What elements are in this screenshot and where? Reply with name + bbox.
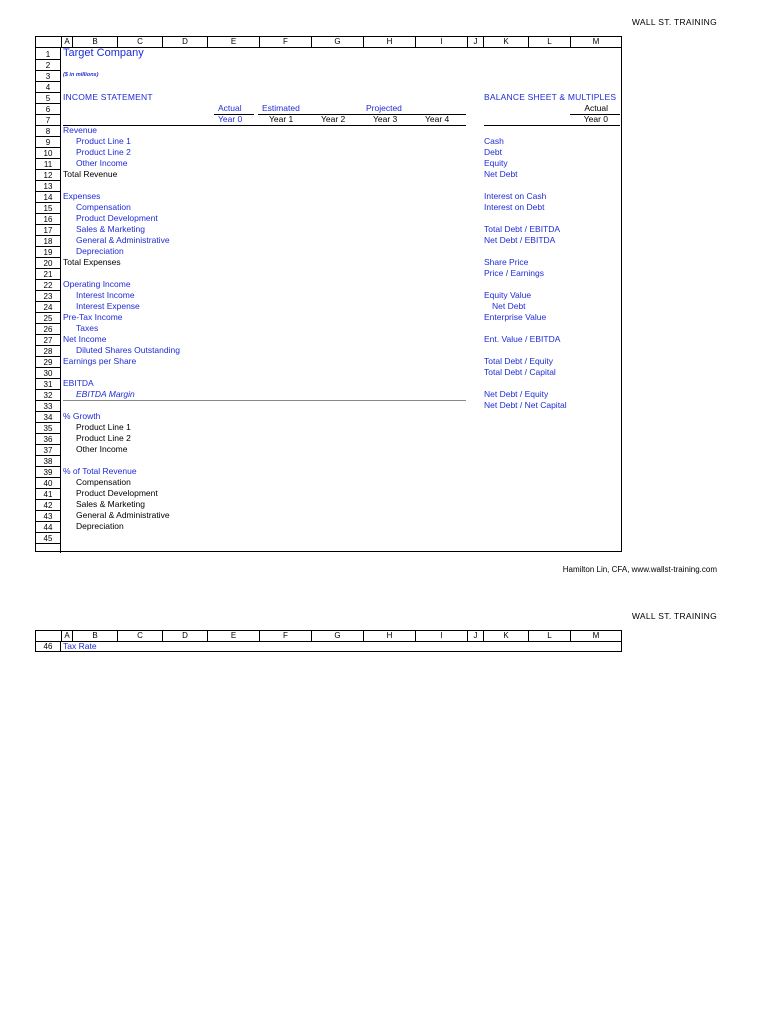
net-debt-equity-label[interactable]: Net Debt / Equity	[484, 389, 549, 399]
page-footer-credit: Hamilton Lin, CFA, www.wallst-training.com	[562, 565, 717, 574]
row-number-10[interactable]: 10	[36, 148, 61, 159]
taxes-label[interactable]: Taxes	[76, 323, 99, 333]
interest-income-label[interactable]: Interest Income	[76, 290, 135, 300]
row-number-34[interactable]: 34	[36, 412, 61, 423]
p2-col-header-j[interactable]: J	[467, 631, 483, 641]
p2-col-header-m[interactable]: M	[570, 631, 621, 641]
product-line-1-label[interactable]: Product Line 1	[76, 136, 131, 146]
row-number-41[interactable]: 41	[36, 489, 61, 500]
col-header-a[interactable]: A	[61, 37, 72, 47]
p2-col-header-a[interactable]: A	[61, 631, 72, 641]
net-debt-ebitda-label[interactable]: Net Debt / EBITDA	[484, 235, 556, 245]
eps-label[interactable]: Earnings per Share	[63, 356, 137, 366]
row-number-15[interactable]: 15	[36, 203, 61, 214]
pct-sales-marketing[interactable]: Sales & Marketing	[76, 499, 145, 509]
bs-hdr-actual[interactable]: Actual	[584, 103, 608, 113]
row-number-27[interactable]: 27	[36, 335, 61, 346]
row-number-44[interactable]: 44	[36, 522, 61, 533]
product-line-2-label[interactable]: Product Line 2	[76, 147, 131, 157]
debt-label[interactable]: Debt	[484, 147, 502, 157]
equity-value-label[interactable]: Equity Value	[484, 290, 532, 300]
income-statement-heading[interactable]: INCOME STATEMENT	[63, 92, 153, 102]
total-revenue-label[interactable]: Total Revenue	[63, 169, 118, 179]
year-row-rule	[63, 125, 466, 126]
p2-col-header-f[interactable]: F	[259, 631, 311, 641]
row-area	[36, 48, 621, 553]
total-debt-ebitda-label[interactable]: Total Debt / EBITDA	[484, 224, 561, 234]
row-number-8[interactable]: 8	[36, 126, 61, 137]
row-number-7[interactable]: 7	[36, 115, 61, 126]
year-0-label[interactable]: Year 0	[218, 114, 243, 124]
col-header-d[interactable]: D	[162, 37, 207, 47]
page-2-column-header-row	[36, 631, 621, 642]
hdr-estimated[interactable]: Estimated	[262, 103, 300, 113]
col-header-f[interactable]: F	[259, 37, 311, 47]
p2-col-header-i[interactable]: I	[415, 631, 467, 641]
row-number-46[interactable]: 46	[36, 642, 61, 652]
p2-col-header-l[interactable]: L	[528, 631, 570, 641]
row-number-5[interactable]: 5	[36, 93, 61, 104]
row-number-31[interactable]: 31	[36, 379, 61, 390]
row-number-36[interactable]: 36	[36, 434, 61, 445]
p2-col-header-g[interactable]: G	[311, 631, 363, 641]
row-number-11[interactable]: 11	[36, 159, 61, 170]
col-header-l[interactable]: L	[528, 37, 570, 47]
equity-label[interactable]: Equity	[484, 158, 508, 168]
ebitda-margin-label[interactable]: EBITDA Margin	[76, 389, 135, 399]
growth-product-line-2[interactable]: Product Line 2	[76, 433, 131, 443]
p2-col-header-k[interactable]: K	[483, 631, 528, 641]
row-number-38[interactable]: 38	[36, 456, 61, 467]
row-number-13[interactable]: 13	[36, 181, 61, 192]
pct-compensation[interactable]: Compensation	[76, 477, 131, 487]
row-number-25[interactable]: 25	[36, 313, 61, 324]
col-header-k[interactable]: K	[483, 37, 528, 47]
p2-col-header-e[interactable]: E	[207, 631, 259, 641]
row-number-35[interactable]: 35	[36, 423, 61, 434]
col-header-b[interactable]: B	[72, 37, 117, 47]
growth-other-income[interactable]: Other Income	[76, 444, 128, 454]
other-income-label[interactable]: Other Income	[76, 158, 128, 168]
compensation-label[interactable]: Compensation	[76, 202, 131, 212]
interest-on-cash-label[interactable]: Interest on Cash	[484, 191, 547, 201]
p2-col-header-h[interactable]: H	[363, 631, 415, 641]
net-debt-label[interactable]: Net Debt	[484, 169, 518, 179]
bs-hdr-year-0[interactable]: Year 0	[583, 114, 608, 124]
row-number-3[interactable]: 3	[36, 71, 61, 82]
sales-marketing-label[interactable]: Sales & Marketing	[76, 224, 145, 234]
net-income-label[interactable]: Net Income	[63, 334, 107, 344]
p2-col-header-d[interactable]: D	[162, 631, 207, 641]
row-number-33[interactable]: 33	[36, 401, 61, 412]
row-number-29[interactable]: 29	[36, 357, 61, 368]
row-number-45[interactable]: 45	[36, 533, 61, 544]
corner-cell	[36, 37, 61, 47]
operating-income-label[interactable]: Operating Income	[63, 279, 131, 289]
row-number-43[interactable]: 43	[36, 511, 61, 522]
row-number-24[interactable]: 24	[36, 302, 61, 313]
year-3-label[interactable]: Year 3	[373, 114, 398, 124]
p2-col-header-c[interactable]: C	[117, 631, 162, 641]
row-number-23[interactable]: 23	[36, 291, 61, 302]
growth-label[interactable]: % Growth	[63, 411, 101, 421]
interest-expense-label[interactable]: Interest Expense	[76, 301, 140, 311]
col-header-e[interactable]: E	[207, 37, 259, 47]
bs-year-rule	[484, 125, 620, 126]
growth-product-line-1[interactable]: Product Line 1	[76, 422, 131, 432]
col-header-c[interactable]: C	[117, 37, 162, 47]
row-number-17[interactable]: 17	[36, 225, 61, 236]
row-number-42[interactable]: 42	[36, 500, 61, 511]
row-number-16[interactable]: 16	[36, 214, 61, 225]
row-number-32[interactable]: 32	[36, 390, 61, 401]
col-header-i[interactable]: I	[415, 37, 467, 47]
row-number-22[interactable]: 22	[36, 280, 61, 291]
col-header-j[interactable]: J	[467, 37, 483, 47]
pct-total-revenue-label[interactable]: % of Total Revenue	[63, 466, 137, 476]
balance-sheet-heading[interactable]: BALANCE SHEET & MULTIPLES	[484, 92, 617, 102]
price-earnings-label[interactable]: Price / Earnings	[484, 268, 544, 278]
row-number-20[interactable]: 20	[36, 258, 61, 269]
col-header-m[interactable]: M	[570, 37, 621, 47]
total-expenses-label[interactable]: Total Expenses	[63, 257, 121, 267]
row-number-6[interactable]: 6	[36, 104, 61, 115]
hdr-actual[interactable]: Actual	[218, 103, 242, 113]
row-number-1[interactable]: 1	[36, 49, 61, 60]
page-2-corner-cell	[36, 631, 61, 641]
depreciation-label[interactable]: Depreciation	[76, 246, 124, 256]
year-4-label[interactable]: Year 4	[425, 114, 450, 124]
general-admin-label[interactable]: General & Administrative	[76, 235, 170, 245]
year-2-label[interactable]: Year 2	[321, 114, 346, 124]
row-number-21[interactable]: 21	[36, 269, 61, 280]
pretax-income-label[interactable]: Pre-Tax Income	[63, 312, 123, 322]
pct-product-development[interactable]: Product Development	[76, 488, 158, 498]
row-number-30[interactable]: 30	[36, 368, 61, 379]
p2-col-header-b[interactable]: B	[72, 631, 117, 641]
row-number-12[interactable]: 12	[36, 170, 61, 181]
share-price-label[interactable]: Share Price	[484, 257, 529, 267]
enterprise-value-label[interactable]: Enterprise Value	[484, 312, 547, 322]
col-header-h[interactable]: H	[363, 37, 415, 47]
page-2-header-brand: WALL ST. TRAINING	[631, 611, 717, 621]
total-debt-equity-label[interactable]: Total Debt / Equity	[484, 356, 553, 366]
row-number-26[interactable]: 26	[36, 324, 61, 335]
net-debt-net-capital-label[interactable]: Net Debt / Net Capital	[484, 400, 567, 410]
spreadsheet-page-2	[35, 630, 622, 652]
row-number-28[interactable]: 28	[36, 346, 61, 357]
spreadsheet-page-1	[35, 36, 622, 552]
row-number-2[interactable]: 2	[36, 60, 61, 71]
ev-ebitda-label[interactable]: Ent. Value / EBITDA	[484, 334, 561, 344]
row-number-14[interactable]: 14	[36, 192, 61, 203]
row-number-9[interactable]: 9	[36, 137, 61, 148]
page-header-brand: WALL ST. TRAINING	[631, 17, 717, 27]
page-2-row-area	[36, 642, 621, 652]
tax-rate-label[interactable]: Tax Rate	[63, 641, 97, 651]
revenue-label[interactable]: Revenue	[63, 125, 98, 135]
hdr-projected[interactable]: Projected	[366, 103, 402, 113]
cash-label[interactable]: Cash	[484, 136, 504, 146]
company-title[interactable]: Target Company	[63, 47, 144, 59]
total-debt-capital-label[interactable]: Total Debt / Capital	[484, 367, 556, 377]
pct-general-admin[interactable]: General & Administrative	[76, 510, 170, 520]
year-1-label[interactable]: Year 1	[269, 114, 294, 124]
col-header-g[interactable]: G	[311, 37, 363, 47]
pct-depreciation[interactable]: Depreciation	[76, 521, 124, 531]
ebitda-margin-rule	[63, 400, 466, 401]
expenses-label[interactable]: Expenses	[63, 191, 101, 201]
interest-on-debt-label[interactable]: Interest on Debt	[484, 202, 545, 212]
row-number-19[interactable]: 19	[36, 247, 61, 258]
row-number-40[interactable]: 40	[36, 478, 61, 489]
row-number-37[interactable]: 37	[36, 445, 61, 456]
ebitda-label[interactable]: EBITDA	[63, 378, 94, 388]
row-number-18[interactable]: 18	[36, 236, 61, 247]
product-development-label[interactable]: Product Development	[76, 213, 158, 223]
diluted-shares-label[interactable]: Diluted Shares Outstanding	[76, 345, 180, 355]
row-number-4[interactable]: 4	[36, 82, 61, 93]
row-number-39[interactable]: 39	[36, 467, 61, 478]
net-debt-2-label[interactable]: Net Debt	[492, 301, 526, 311]
units-label[interactable]: ($ in millions)	[63, 72, 99, 78]
